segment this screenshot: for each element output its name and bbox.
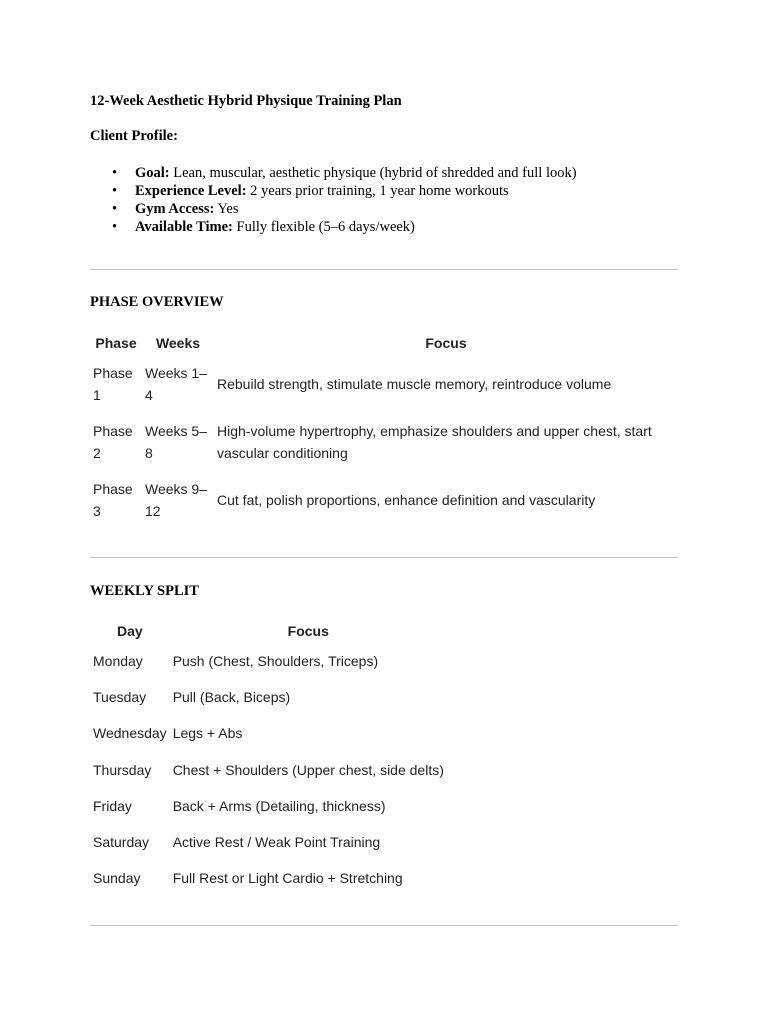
column-header-focus: Focus (287, 623, 329, 639)
profile-label: Gym Access: (135, 201, 215, 217)
day-cell: Sunday (93, 870, 141, 887)
focus-cell: Chest + Shoulders (Upper chest, side delts) (172, 761, 444, 778)
phase-cell: Phase 2 (93, 423, 133, 461)
column-header-day: Day (117, 623, 143, 639)
column-header-weeks: Weeks (155, 335, 201, 351)
focus-cell: Back + Arms (Detailing, thickness) (172, 797, 386, 814)
profile-label: Goal: (135, 165, 170, 181)
focus-cell: Cut fat, polish proportions, enhance definition and vascularity (217, 492, 596, 508)
day-cell: Tuesday (93, 689, 147, 706)
table-row (90, 752, 447, 788)
profile-label: Experience Level: (135, 183, 247, 199)
table-row (90, 824, 447, 860)
weekly-split-heading: WEEKLY SPLIT (90, 583, 199, 599)
horizontal-divider (90, 925, 678, 926)
weeks-cell: Weeks 1–4 (145, 365, 207, 403)
table-row (90, 355, 678, 413)
weeks-cell: Weeks 9–12 (145, 481, 207, 519)
focus-cell: Push (Chest, Shoulders, Triceps) (172, 653, 379, 670)
client-profile-heading: Client Profile: (90, 128, 178, 144)
document-title: 12-Week Aesthetic Hybrid Physique Training Plan (90, 93, 402, 109)
day-cell: Saturday (93, 834, 150, 851)
table-row (90, 860, 447, 896)
phase-overview-heading: PHASE OVERVIEW (90, 294, 224, 310)
profile-value: 2 years prior training, 1 year home workouts (246, 183, 509, 199)
day-cell: Friday (93, 797, 132, 814)
phase-cell: Phase 3 (93, 481, 133, 519)
weekly-split-table (90, 619, 447, 896)
focus-cell: High-volume hypertrophy, emphasize shoulders and upper chest, start vascular conditioning (217, 423, 652, 461)
day-cell: Monday (93, 653, 143, 670)
horizontal-divider (90, 557, 678, 558)
focus-cell: Pull (Back, Biceps) (172, 689, 291, 706)
profile-item-experience (90, 182, 577, 200)
table-header-row (90, 331, 678, 355)
profile-value: Yes (214, 201, 239, 217)
focus-cell: Active Rest / Weak Point Training (172, 834, 381, 851)
table-header-row (90, 619, 447, 643)
table-row (90, 788, 447, 824)
table-row (90, 715, 447, 751)
table-row (90, 471, 678, 529)
focus-cell: Full Rest or Light Cardio + Stretching (172, 870, 403, 887)
weeks-cell: Weeks 5–8 (145, 423, 207, 461)
profile-item-available-time (90, 218, 577, 236)
table-row (90, 679, 447, 715)
column-header-phase: Phase (95, 335, 137, 351)
horizontal-divider (90, 269, 678, 270)
client-profile-list (90, 164, 577, 236)
profile-label: Available Time: (135, 219, 233, 235)
table-row (90, 413, 678, 471)
focus-cell: Rebuild strength, stimulate muscle memory, reintroduce volume (217, 376, 612, 392)
focus-cell: Legs + Abs (172, 725, 243, 742)
column-header-focus: Focus (425, 335, 467, 351)
profile-item-goal (90, 164, 577, 182)
day-cell: Wednesday (93, 725, 167, 742)
profile-value: Fully flexible (5–6 days/week) (232, 219, 415, 235)
table-row (90, 643, 447, 679)
profile-item-gym-access (90, 200, 577, 218)
phase-cell: Phase 1 (93, 365, 133, 403)
profile-value: Lean, muscular, aesthetic physique (hybrid of shredded and full look) (169, 165, 577, 181)
phase-overview-table (90, 331, 678, 529)
day-cell: Thursday (93, 761, 152, 778)
